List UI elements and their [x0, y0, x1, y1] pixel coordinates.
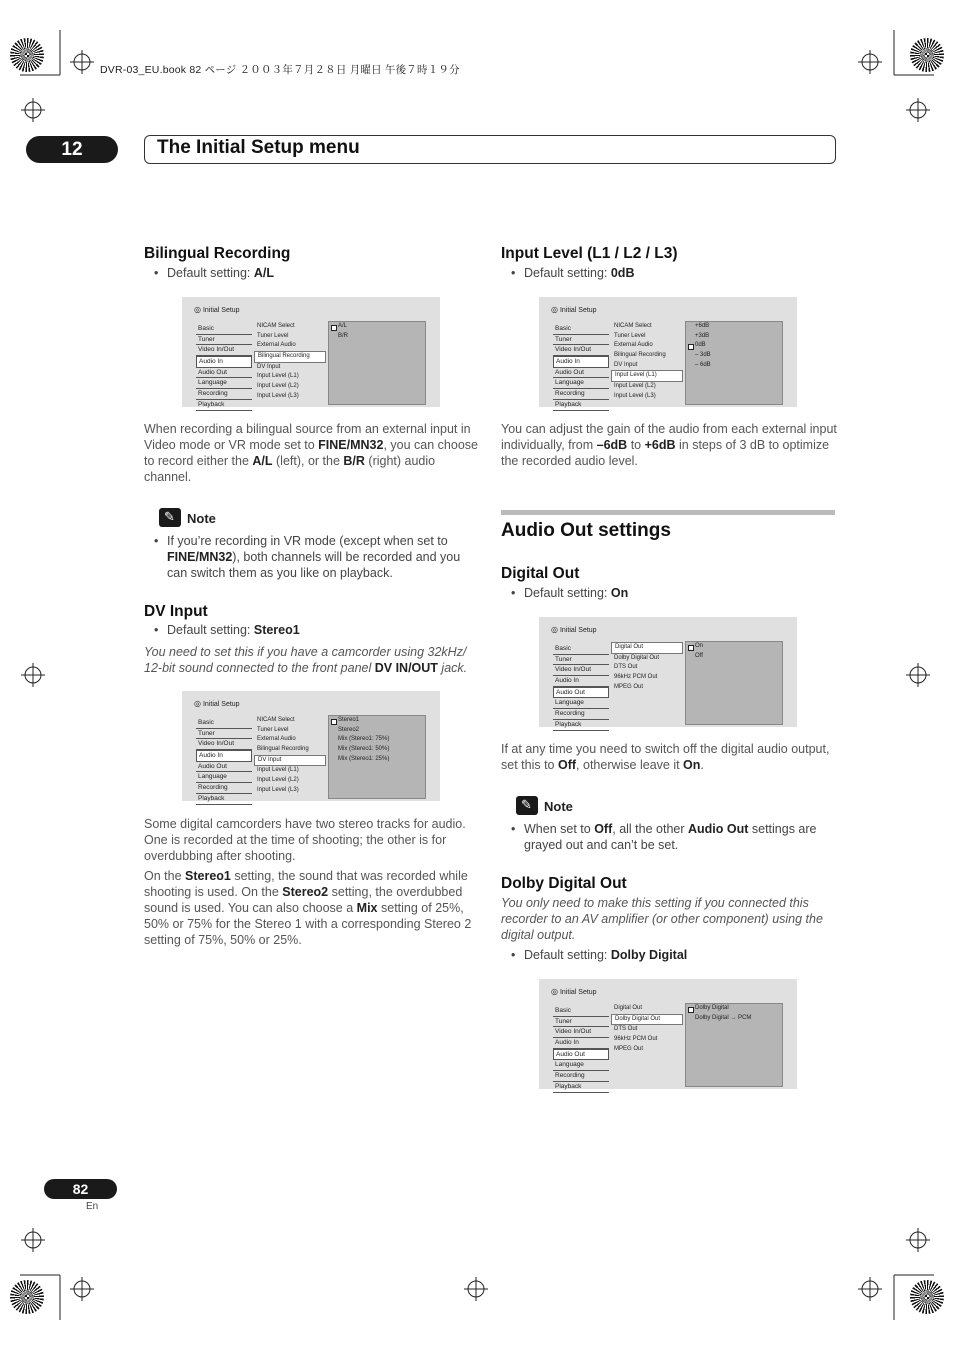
menu-item-selected: Audio In	[196, 356, 252, 368]
menu-item: Audio In	[553, 1038, 609, 1049]
submenu-item: DV Input	[257, 363, 281, 370]
note1-text: • If you’re recording in VR mode (except when set to FINE/MN32), both channels will be recorded and you can switch them as you like on playback.	[167, 533, 479, 581]
digitalout-paragraph: If at any time you need to switch off the digital audio output, set this to Off, otherwise leave it On.	[501, 742, 830, 772]
menu-item: Recording	[196, 783, 252, 794]
screen-header: ◎ Initial Setup	[551, 305, 597, 314]
option: Dolby Digital → PCM	[695, 1014, 752, 1021]
screen-header: ◎ Initial Setup	[551, 625, 597, 634]
note-label: Note	[187, 511, 216, 526]
menu-item: Playback	[553, 400, 609, 411]
screen-options	[328, 321, 426, 405]
dolby-italic-note: You only need to make this setting if you connected this recorder to an AV amplifier (or other component) using the digital output.	[501, 896, 823, 942]
chapter-title: The Initial Setup menu	[157, 137, 360, 158]
bilingual-default: • Default setting: A/L	[167, 266, 274, 280]
chapter-title-bar	[144, 135, 836, 164]
submenu-item: 96kHz PCM Out	[614, 1036, 658, 1043]
menu-item: Video In/Out	[196, 739, 252, 750]
digitalout-heading: Digital Out	[501, 565, 580, 582]
submenu-item: Input Level (L3)	[257, 786, 299, 793]
screen-submenu	[611, 322, 683, 402]
screen-header: ◎ Initial Setup	[194, 699, 240, 708]
menu-item: Video In/Out	[553, 665, 609, 676]
option: +3dB	[695, 332, 710, 339]
digitalout-default: • Default setting: On	[524, 586, 628, 600]
option: +6dB	[695, 323, 710, 329]
bilingual-paragraph: When recording a bilingual source from an external input in Video mode or VR mode set to FINE/MN32, you can choose to record either the A/L (left), or the B/R (right) audio channel.	[144, 422, 478, 484]
note2-text: • When set to Off, all the other Audio Out settings are grayed out and can’t be set.	[524, 821, 836, 853]
menu-item: Playback	[196, 794, 252, 805]
inputlevel-heading: Input Level (L1 / L2 / L3)	[501, 245, 678, 262]
option: – 6dB	[695, 361, 711, 368]
submenu-item-selected: Dolby Digital Out	[611, 1014, 683, 1026]
menu-item: Audio Out	[196, 762, 252, 773]
option: Mix (Stereo1: 25%)	[338, 755, 390, 762]
option: Off	[695, 652, 703, 659]
bilingual-heading: Bilingual Recording	[144, 245, 291, 262]
submenu-item: Input Level (L1)	[257, 767, 299, 774]
screen-menu	[553, 324, 609, 411]
submenu-item: External Audio	[614, 342, 653, 349]
menu-item: Playback	[553, 720, 609, 731]
screen-submenu	[254, 322, 326, 402]
option-selected: On	[686, 642, 782, 652]
menu-item: Language	[196, 378, 252, 389]
inputlevel-default: • Default setting: 0dB	[524, 266, 634, 280]
option-selected: Stereo1	[329, 716, 425, 726]
menu-item: Recording	[196, 389, 252, 400]
page-number-badge: 82	[44, 1179, 117, 1199]
note-label: Note	[544, 799, 573, 814]
menu-item: Tuner	[553, 1017, 609, 1028]
submenu-item: Dolby Digital Out	[614, 654, 660, 661]
submenu-item: 96kHz PCM Out	[614, 674, 658, 681]
submenu-item-selected: DV Input	[254, 755, 326, 767]
submenu-item: Tuner Level	[257, 726, 289, 733]
menu-item: Basic	[553, 644, 609, 655]
option: – 3dB	[695, 352, 711, 359]
submenu-item: Digital Out	[614, 1005, 643, 1011]
submenu-item: NICAM Select	[614, 323, 652, 329]
submenu-item-selected: Bilingual Recording	[254, 351, 326, 363]
option: B/R	[338, 332, 349, 339]
section-rule	[501, 510, 835, 515]
submenu-item: MPEG Out	[614, 1045, 644, 1052]
submenu-item: External Audio	[257, 342, 296, 349]
screen-digital-out	[539, 617, 797, 727]
screen-options	[685, 1003, 783, 1087]
menu-item: Tuner	[553, 655, 609, 666]
menu-item: Video In/Out	[553, 1027, 609, 1038]
inputlevel-paragraph: You can adjust the gain of the audio from each external input individually, from –6dB to +6dB in steps of 3 dB to optimize the recorded audio level.	[501, 422, 837, 468]
menu-item: Video In/Out	[196, 345, 252, 356]
menu-item: Language	[196, 772, 252, 783]
submenu-item: DTS Out	[614, 664, 638, 671]
dvinput-paragraph-2: On the Stereo1 setting, the sound that was recorded while shooting is used. On the Stereo2 setting, the overdubbed sound is used. You can also choose a Mix setting of 25%, 50% or 75% for the Stereo 1 with a corresponding Stereo 2 setting of 75%, 50% or 25%.	[144, 869, 472, 947]
menu-item: Recording	[553, 709, 609, 720]
screen-menu	[553, 644, 609, 731]
submenu-item: Bilingual Recording	[614, 352, 666, 359]
menu-item-selected: Audio In	[196, 750, 252, 762]
menu-item: Language	[553, 378, 609, 389]
menu-item-selected: Audio Out	[553, 1049, 609, 1061]
screen-options	[685, 321, 783, 405]
submenu-item: Tuner Level	[257, 332, 289, 339]
menu-item-selected: Audio Out	[553, 687, 609, 699]
menu-item: Audio Out	[196, 368, 252, 379]
menu-item: Basic	[196, 718, 252, 729]
screen-options	[328, 715, 426, 799]
page-language: En	[86, 1201, 99, 1212]
option: Mix (Stereo1: 75%)	[338, 736, 390, 743]
dvinput-paragraph-1: Some digital camcorders have two stereo tracks for audio. One is recorded at the time of shooting; the other is for overdubbing after shooting.	[144, 817, 466, 863]
submenu-item: Bilingual Recording	[257, 746, 309, 753]
submenu-item: DV Input	[614, 361, 638, 368]
screen-submenu	[254, 716, 326, 796]
note-pencil-icon	[516, 796, 538, 815]
menu-item: Basic	[553, 1006, 609, 1017]
screen-options	[685, 641, 783, 725]
screen-menu	[553, 1006, 609, 1093]
menu-item: Audio In	[553, 676, 609, 687]
submenu-item: NICAM Select	[257, 717, 295, 723]
submenu-item: Tuner Level	[614, 332, 646, 339]
menu-item: Basic	[553, 324, 609, 335]
menu-item: Tuner	[196, 729, 252, 740]
screen-dv-input	[182, 691, 440, 801]
dvinput-italic-note: You need to set this if you have a camcorder using 32kHz/ 12-bit sound connected to the front panel DV IN/OUT jack.	[144, 645, 468, 675]
submenu-item: MPEG Out	[614, 683, 644, 690]
screen-menu	[196, 324, 252, 411]
submenu-item-selected: Input Level (L1)	[611, 370, 683, 382]
menu-item: Basic	[196, 324, 252, 335]
chapter-number-badge: 12	[26, 136, 118, 163]
submenu-item: Input Level (L3)	[614, 392, 656, 399]
screen-menu	[196, 718, 252, 805]
submenu-item: External Audio	[257, 736, 296, 743]
option-selected: 0dB	[686, 341, 782, 351]
option-selected: A/L	[329, 322, 425, 332]
screen-input-level	[539, 297, 797, 407]
file-info-line: DVR-03_EU.book 82 ページ ２００３年７月２８日 月曜日 午後７時１９分	[100, 64, 460, 76]
screen-bilingual-recording	[182, 297, 440, 407]
menu-item-selected: Audio In	[553, 356, 609, 368]
submenu-item: Input Level (L2)	[614, 383, 656, 390]
menu-item: Language	[553, 1060, 609, 1071]
submenu-item: DTS Out	[614, 1026, 638, 1033]
dvinput-heading: DV Input	[144, 603, 208, 620]
note-pencil-icon	[159, 508, 181, 527]
submenu-item: Input Level (L3)	[257, 392, 299, 399]
screen-header: ◎ Initial Setup	[194, 305, 240, 314]
screen-submenu	[611, 1004, 683, 1084]
menu-item: Playback	[553, 1082, 609, 1093]
screen-header: ◎ Initial Setup	[551, 987, 597, 996]
menu-item: Language	[553, 698, 609, 709]
screen-submenu	[611, 642, 683, 722]
audioout-heading: Audio Out settings	[501, 520, 671, 541]
menu-item: Audio Out	[553, 368, 609, 379]
dolby-default: • Default setting: Dolby Digital	[524, 948, 687, 962]
submenu-item: Input Level (L2)	[257, 383, 299, 390]
option: Mix (Stereo1: 50%)	[338, 746, 390, 753]
menu-item: Video In/Out	[553, 345, 609, 356]
menu-item: Tuner	[553, 335, 609, 346]
option: Stereo2	[338, 726, 360, 733]
option-selected: Dolby Digital	[686, 1004, 782, 1014]
menu-item: Recording	[553, 1071, 609, 1082]
submenu-item: NICAM Select	[257, 323, 295, 329]
dvinput-default: • Default setting: Stereo1	[167, 623, 300, 637]
screen-dolby-digital-out	[539, 979, 797, 1089]
menu-item: Tuner	[196, 335, 252, 346]
menu-item: Recording	[553, 389, 609, 400]
dolby-heading: Dolby Digital Out	[501, 875, 627, 892]
submenu-item: Input Level (L1)	[257, 373, 299, 380]
submenu-item: Input Level (L2)	[257, 777, 299, 784]
submenu-item-selected: Digital Out	[611, 642, 683, 654]
menu-item: Playback	[196, 400, 252, 411]
